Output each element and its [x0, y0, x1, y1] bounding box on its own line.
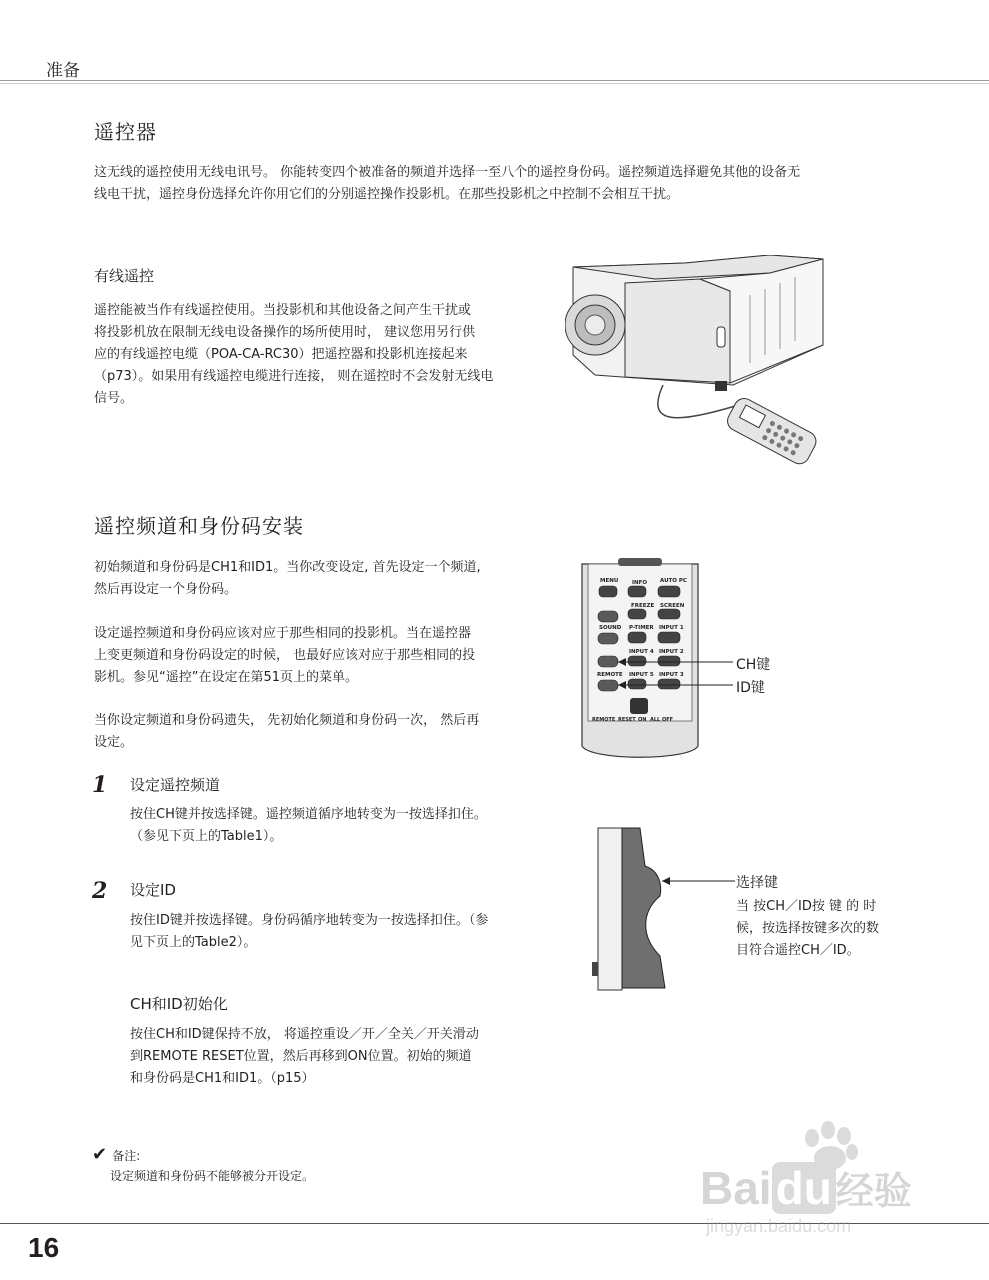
remote-btn-label: P-TIMER — [629, 625, 654, 631]
wired-line: 遥控能被当作有线遥控使用。当投影机和其他设备之间产生干扰或 — [94, 303, 472, 318]
note-block — [92, 1144, 140, 1165]
remote-btn-label: INPUT 4 — [629, 649, 654, 655]
setup-line: 当你设定频道和身份码遗失， 先初始化频道和身份码一次， 然后再 — [94, 713, 480, 728]
wired-heading: 有线遥控 — [94, 267, 155, 285]
watermark-brand-2: du — [772, 1162, 836, 1214]
init-line: 按住CH和ID键保持不放， 将遥控重设／开／全关／开关滑动 — [130, 1027, 479, 1042]
setup-paragraph-3 — [94, 710, 534, 754]
setup-line: 上变更频道和身份码设定的时候， 也最好应该对应于那些相同的投 — [94, 648, 476, 663]
remote-btn-label: SOUND — [599, 625, 622, 631]
note-label: 备注: — [112, 1149, 141, 1163]
setup-line: 初始频道和身份码是CH1和ID1。当你改变设定, 首先设定一个频道, — [94, 560, 481, 575]
step-body — [130, 910, 540, 954]
step-title: 设定遥控频道 — [130, 776, 221, 794]
select-key-title: 选择键 — [736, 875, 778, 891]
setup-paragraph-1 — [94, 557, 534, 601]
switch-label: REMOTE — [592, 717, 616, 723]
setup-heading: 遥控频道和身份码安装 — [94, 514, 304, 538]
select-key-description — [736, 896, 906, 962]
step-line: 见下页上的Table2）。 — [130, 935, 257, 950]
setup-line: 然后再设定一个身份码。 — [94, 582, 238, 597]
projector-illustration — [565, 255, 850, 465]
ch-key-callout: CH键 — [736, 657, 771, 673]
init-line: 和身份码是CH1和ID1。（p15） — [130, 1071, 315, 1086]
select-line: 候，按选择按键多次的数 — [736, 921, 880, 936]
watermark-url: jingyan.baidu.com — [706, 1216, 852, 1236]
wired-line: （p73）。如果用有线遥控电缆进行连接， 则在遥控时不会发射无线电 — [94, 369, 494, 384]
init-heading: CH和ID初始化 — [130, 995, 228, 1013]
remote-btn-label: MENU — [600, 578, 619, 584]
watermark-brand: Bai — [700, 1162, 772, 1214]
remote-intro-line: 线电干扰，遥控身份选择允许你用它们的分别遥控操作投影机。在那些投影机之中控制不会相互干扰。 — [94, 187, 680, 202]
remote-btn-label: AUTO PC — [660, 578, 687, 584]
step-line: 按住ID键并按选择键。身份码循序地转变为一按选择扣住。（参 — [130, 913, 489, 928]
wired-line: 应的有线遥控电缆（POA-CA-RC30）把遥控器和投影机连接起来 — [94, 347, 468, 362]
checkmark-icon: ✔ — [92, 1144, 108, 1165]
baidu-watermark — [700, 1120, 960, 1240]
wired-paragraph — [94, 300, 534, 410]
setup-paragraph-2 — [94, 623, 534, 689]
step-number: 1 — [92, 772, 108, 798]
wired-line: 将投影机放在限制无线电设备操作的场所使用时， 建议您用另行供 — [94, 325, 476, 340]
setup-line: 设定遥控频道和身份码应该对应于那些相同的投影机。当在遥控器 — [94, 626, 472, 641]
select-line: 目符合遥控CH／ID。 — [736, 943, 860, 958]
step-number: 2 — [92, 878, 108, 904]
switch-label: RESET — [618, 717, 636, 723]
remote-btn-label: INPUT 2 — [659, 649, 684, 655]
remote-heading: 遥控器 — [94, 120, 157, 144]
init-body — [130, 1024, 540, 1090]
select-key-figure — [590, 826, 740, 994]
section-title: 准备 — [46, 61, 80, 81]
wired-line: 信号。 — [94, 391, 134, 406]
select-line: 当 按CH／ID按 键 的 时 — [736, 899, 877, 914]
remote-btn-label: REMOTE — [597, 672, 623, 678]
switch-label: ON — [638, 717, 647, 723]
step-body — [130, 804, 540, 848]
remote-intro-line: 这无线的遥控使用无线电讯号。 你能转变四个被准备的频道并选择一至八个的遥控身份码。遥控频道选择避免其他的设备无 — [94, 165, 801, 180]
init-line: 到REMOTE RESET位置，然后再移到ON位置。初始的频道 — [130, 1049, 472, 1064]
switch-label: ALL OFF — [650, 717, 674, 723]
remote-btn-label: INPUT 3 — [659, 672, 684, 678]
remote-btn-label: INFO — [632, 580, 648, 586]
step-title: 设定ID — [130, 881, 176, 899]
setup-line: 影机。参见“遥控”在设定在第51页上的菜单。 — [94, 670, 359, 685]
page-number: 16 — [28, 1232, 60, 1263]
remote-intro — [94, 162, 914, 206]
note-text: 设定频道和身份码不能够被分开设定。 — [110, 1169, 315, 1183]
remote-btn-label: INPUT 1 — [659, 625, 684, 631]
remote-btn-label: SCREEN — [660, 603, 685, 609]
remote-btn-label: FREEZE — [631, 603, 655, 609]
watermark-cn: 经验 — [835, 1171, 912, 1213]
setup-line: 设定。 — [94, 735, 134, 750]
step-line: （参见下页上的Table1）。 — [130, 829, 283, 844]
id-key-callout: ID键 — [736, 680, 765, 696]
step-line: 按住CH键并按选择键。遥控频道循序地转变为一按选择扣住。 — [130, 807, 487, 822]
header-rule — [0, 80, 989, 84]
remote-btn-label: INPUT 5 — [629, 672, 654, 678]
